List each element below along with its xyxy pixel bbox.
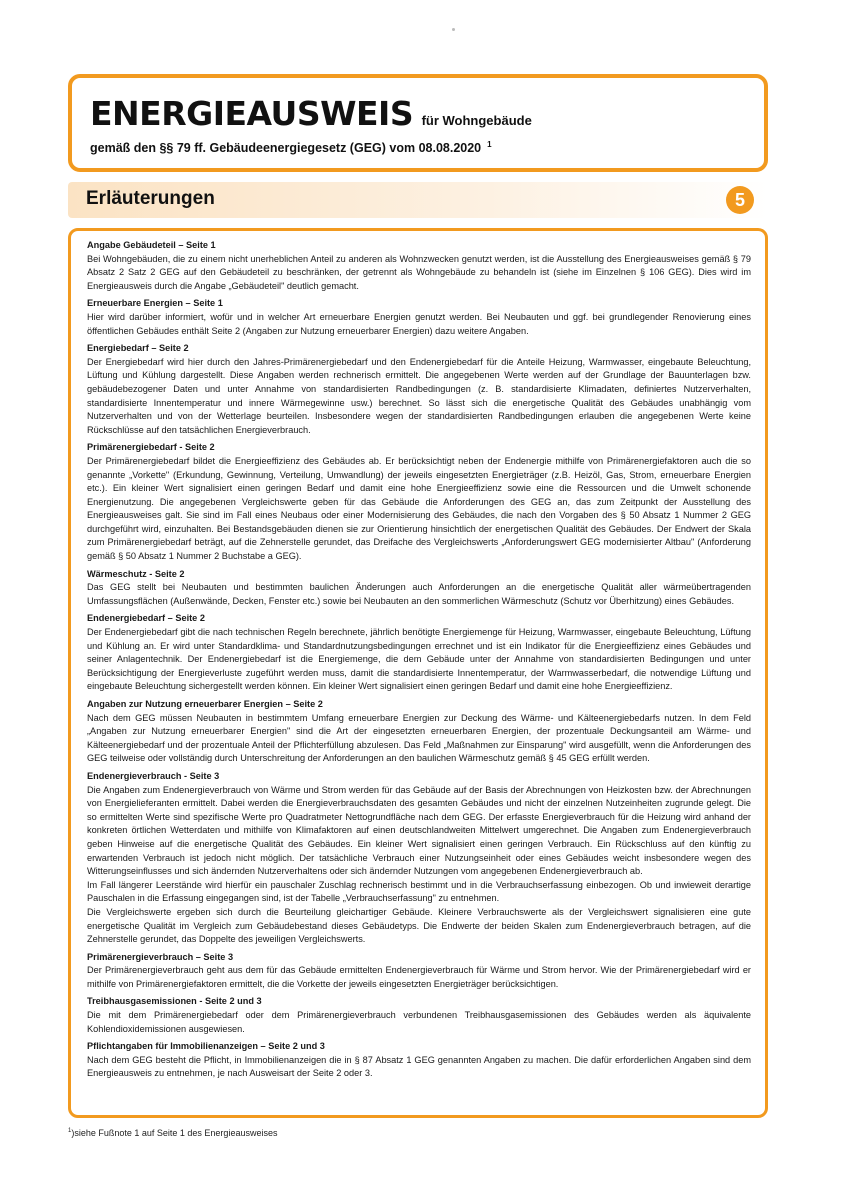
subtitle-footnote-mark: 1 <box>487 140 492 149</box>
document-header <box>68 74 768 172</box>
block-waermeschutz <box>87 568 751 609</box>
block-heading: Angabe Gebäudeteil – Seite 1 <box>87 240 216 250</box>
document-title <box>90 94 532 133</box>
block-text: Hier wird darüber informiert, wofür und in welcher Art erneuerbare Energien genutzt werden. Bei Neubauten und ggf. bei grundlegender Renovierung eines öffentlichen Gebäudes enthält Seite 2 (Angaben zur Nutzung erneuerbarer Energien) dazu weitere Angaben. <box>87 311 751 336</box>
block-text: Nach dem GEG müssen Neubauten in bestimmtem Umfang erneuerbare Energien zur Deckung des Wärme- und Kälteenergiebedarfs nutzen. In dem Feld „Angaben zur Nutzung erneuerbarer Energien" sind die Art der eingesetzten erneuerbaren Energien, der prozentuale Deckungsanteil am Wärme- und Kälteenergiebedarf und der prozentuale Anteil der Pflichterfüllung abzulesen. Das Feld „Maßnahmen zur Einsparung" wird ausgefüllt, wenn die Anforderungen des GEG teilweise oder vollständig durch Unterschreitung der Anforderungen an den baulichen Wärmeschutz gemäß § 45 GEG erfüllt werden. <box>87 712 751 764</box>
block-primaerenergieverbrauch <box>87 951 751 992</box>
block-heading: Pflichtangaben für Immobilienanzeigen – Seite 2 und 3 <box>87 1041 325 1052</box>
block-heading: Energiebedarf – Seite 2 <box>87 343 189 354</box>
block-text: Der Energiebedarf wird hier durch den Jahres-Primärenergiebedarf und den Endenergiebedarf für die Anteile Heizung, Warmwasser, eingebaute Beleuchtung, Lüftung und Kühlung dargestellt. Diese Angaben werden rechnerisch ermittelt. Die angegebenen Werte werden auf der Grundlage der Bauunterlagen bzw. gebäudebezogener Daten und unter Annahme von standardisierten Randbedingungen (z. B. standardisierte Klimadaten, definiertes Nutzerverhalten, standardisierte Innentemperatur und innere Wärmegewinne usw.) berechnet. So lässt sich die energetische Qualität des Gebäudes unabhängig vom Nutzerverhalten und von der Wetterlage beurteilen. Insbesondere wegen der standardisierten Randbedingungen erlauben die angegebenen Werte keine Rückschlüsse auf den tatsächlichen Energieverbrauch. <box>87 356 751 435</box>
block-treibhausgasemissionen <box>87 995 751 1036</box>
explanations-content <box>68 228 768 1118</box>
block-heading: Primärenergiebedarf - Seite 2 <box>87 442 215 453</box>
scan-mark <box>452 28 455 31</box>
title-suffix: für Wohngebäude <box>421 113 532 128</box>
block-text: Die Vergleichswerte ergeben sich durch die Beurteilung gleichartiger Gebäude. Kleinere Verbrauchswerte als der Vergleichswert signalisieren eine gute energetische Qualität im Vergleich zum Gebäudebestand dieses Gebäudetyps. Die Endwerte der beiden Skalen zum Endenergieverbrauch betragen, auf die Zehnerstelle gerundet, das Doppelte des jeweiligen Vergleichswerts. <box>87 906 751 945</box>
footnote-mark: 1 <box>68 1128 72 1134</box>
block-endenergieverbrauch <box>87 770 751 947</box>
section-number-badge: 5 <box>726 186 754 214</box>
title-main: ENERGIEAUSWEIS <box>90 94 414 133</box>
block-heading: Endenergieverbrauch - Seite 3 <box>87 770 220 781</box>
block-text: Bei Wohngebäuden, die zu einem nicht unerheblichen Anteil zu anderen als Wohnzwecken genutzt werden, ist die Ausstellung des Energieausweises gemäß § 79 Absatz 2 Satz 2 GEG auf den Gebäudeteil zu beschränken, der getrennt als Wohngebäude zu behandeln ist (siehe im Einzelnen § 106 GEG). Dies wird im Energieausweis durch die Angabe „Gebäudeteil" deutlich gemacht. <box>87 253 751 291</box>
block-gebaeudeteil <box>87 239 751 293</box>
block-energiebedarf <box>87 342 751 437</box>
block-pflichtangaben <box>87 1040 751 1081</box>
block-heading: Treibhausgasemissionen - Seite 2 und 3 <box>87 996 262 1007</box>
block-heading: Erneuerbare Energien – Seite 1 <box>87 298 223 309</box>
section-title: Erläuterungen <box>86 188 215 209</box>
footnote-text: )siehe Fußnote 1 auf Seite 1 des Energieausweises <box>71 1128 278 1138</box>
block-text: Das GEG stellt bei Neubauten und bestimmten baulichen Änderungen auch Anforderungen an die energetische Qualität aller wärmeübertragenden Umfassungsflächen (Außenwände, Decken, Fenster etc.) sowie bei Neubauten an den sommerlichen Wärmeschutz (Schutz vor Überhitzung) eines Gebäudes. <box>87 582 751 606</box>
block-endenergiebedarf <box>87 612 751 694</box>
block-heading: Primärenergieverbrauch – Seite 3 <box>87 951 234 962</box>
block-text: Der Primärenergieverbrauch geht aus dem für das Gebäude ermittelten Endenergieverbrauch für Wärme und Strom hervor. Wie der Primärenergiebedarf wird er mithilfe von Primärenergiefaktoren ermittelt, die die Vorkette der jeweils eingesetzten Energieträger berücksichtigen. <box>87 965 751 989</box>
block-nutzung-erneuerbarer-energien <box>87 698 751 766</box>
block-text: Die Angaben zum Endenergieverbrauch von Wärme und Strom werden für das Gebäude auf der Basis der Abrechnungen von Heizkosten bzw. der Abrechnungen von Energielieferanten ermittelt. Dabei werden die Energieverbrauchsdaten des gesamten Gebäudes und nicht der einzelnen Nutzeinheiten zugrunde gelegt. Die so ermittelten Werte sind spezifische Werte pro Quadratmeter Nettogrundfläche nach dem GEG. Der erfasste Energieverbrauch für die Heizung wird anhand der konkreten örtlichen Wetterdaten und mithilfe von Klimafaktoren auf einen deutschlandweiten Mittelwert umgerechnet. Die Angaben zum Endenergieverbrauch geben Hinweise auf die energetische Qualität des Gebäudes. Ein kleiner Wert signalisiert einen geringen Verbrauch. Ein Rückschluss auf den künftig zu erwartenden Verbrauch ist jedoch nicht möglich. Der tatsächliche Verbrauch einer Nutzungseinheit oder eines Gebäudes weicht insbesondere wegen des Witterungseinflusses und sich ändernden Nutzerverhaltens oder sich ändernder Nutzungen vom angegebenen Endenergieverbrauch ab. <box>87 784 751 877</box>
block-heading: Angaben zur Nutzung erneuerbarer Energien – Seite 2 <box>87 699 323 709</box>
block-text: Der Primärenergiebedarf bildet die Energieeffizienz des Gebäudes ab. Er berücksichtigt neben der Endenergie mithilfe von Primärenergiefaktoren auch die so genannte „Vorkette" (Erkundung, Gewinnung, Verteilung, Umwandlung) der jeweils eingesetzten Energieträger (z.B. Heizöl, Gas, Strom, erneuerbare Energien etc.). Ein kleiner Wert signalisiert einen geringen Bedarf und damit eine hohe Energieeffizienz sowie eine die Ressourcen und die Umwelt schonende Energienutzung. Die angegebenen Vergleichswerte geben für das Gebäude die Anforderungen des GEG an, das zum Zeitpunkt der Ausstellung des Energieausweises galt. Sie sind im Fall eines Neubaus oder einer Modernisierung des Gebäudes, die nach den Vorgaben des § 50 Absatz 1 Nummer 2 GEG durchgeführt wird, einzuhalten. Bei Bestandsgebäuden dienen sie zur Orientierung hinsichtlich der energetischen Qualität des Gebäudes. Der Endwert der Skala zum Primärenergiebedarf beträgt, auf die Zehnerstelle gerundet, das Dreifache des Vergleichswerts „Anforderungswert GEG modernisierter Altbau" (Anforderung gemäß § 50 Absatz 1 Nummer 2 Buchstabe a GEG). <box>87 455 751 562</box>
block-erneuerbare-energien <box>87 297 751 338</box>
section-header <box>68 182 768 218</box>
document-subtitle <box>90 140 492 155</box>
block-heading: Wärmeschutz - Seite 2 <box>87 568 185 579</box>
block-text: Im Fall längerer Leerstände wird hierfür ein pauschaler Zuschlag rechnerisch bestimmt und in die Verbrauchserfassung einbezogen. Ob und inwieweit derartige Pauschalen in die Erfassung eingegangen sind, ist der Tabelle „Verbrauchserfassung" zu entnehmen. <box>87 879 751 904</box>
block-text: Die mit dem Primärenergiebedarf oder dem Primärenergieverbrauch verbundenen Treibhausgasemissionen des Gebäudes werden als äquivalente Kohlendioxidemissionen ausgewiesen. <box>87 1010 751 1034</box>
block-text: Der Endenergiebedarf gibt die nach technischen Regeln berechnete, jährlich benötigte Energiemenge für Heizung, Warmwasser, eingebaute Beleuchtung, Lüftung und Kühlung an. Er wird unter Standardklima- und Standardnutzungsbedingungen errechnet und ist ein Indikator für die Energieeffizienz eines Gebäudes und seiner Anlagentechnik. Der Endenergiebedarf ist die Energiemenge, die dem Gebäude unter der Annahme von standardisierten Bedingungen und unter Berücksichtigung der Energieverluste zugeführt werden muss, damit die standardisierte Innentemperatur, der Warmwasserbedarf, die notwendige Lüftung und eingebaute Beleuchtung sichergestellt werden können. Ein kleiner Wert signalisiert einen geringen Bedarf und damit eine hohe Energieeffizienz. <box>87 627 751 692</box>
subtitle-text: gemäß den §§ 79 ff. Gebäudeenergiegesetz (GEG) vom 08.08.2020 <box>90 141 482 156</box>
block-primaerenergiebedarf <box>87 441 751 563</box>
block-text: Nach dem GEG besteht die Pflicht, in Immobilienanzeigen die in § 87 Absatz 1 GEG genannten Angaben zu machen. Die dafür erforderlichen Angaben sind dem Energieausweis zu entnehmen, je nach Ausweisart der Seite 2 oder 3. <box>87 1054 751 1079</box>
block-heading: Endenergiebedarf – Seite 2 <box>87 613 205 624</box>
page-footnote <box>68 1128 277 1138</box>
